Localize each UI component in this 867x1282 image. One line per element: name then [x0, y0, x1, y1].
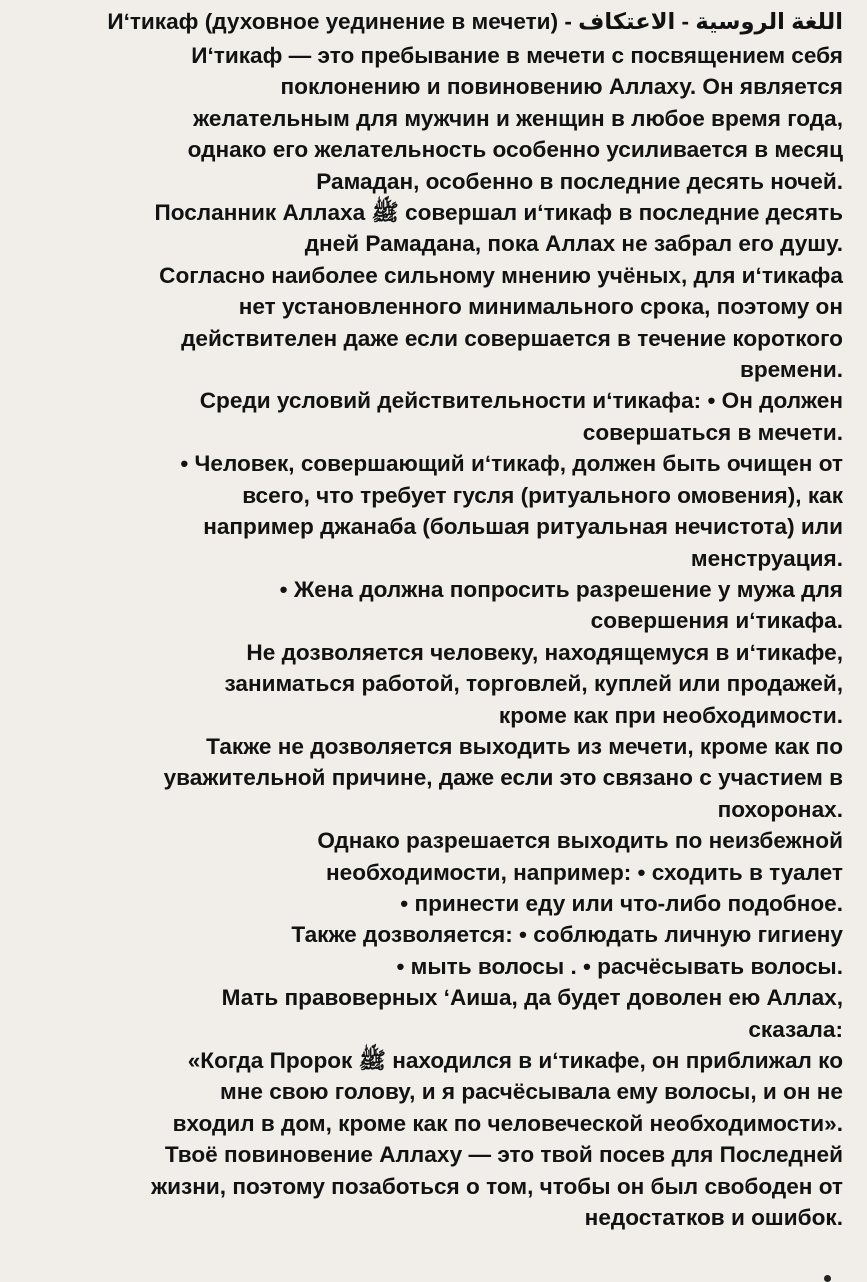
text-line: всего, что требует гусля (ритуального омовения), как	[242, 482, 843, 508]
text-line: сказала:	[748, 1016, 843, 1042]
text-line: • Жена должна попросить разрешение у мужа для	[279, 576, 843, 602]
text-line: • принести еду или что-либо подобное.	[400, 890, 843, 916]
text-line: желательным для мужчин и женщин в любое время года,	[193, 105, 843, 131]
paragraph	[30, 1139, 843, 1233]
paragraph	[30, 448, 843, 574]
text-line: мне свою голову, и я расчёсывала ему волосы, и он не	[220, 1079, 843, 1105]
text-line: Мать правоверных ʻАиша, да будет доволен ею Аллах,	[221, 985, 843, 1011]
paragraph	[30, 731, 843, 825]
text-line: Среди условий действительности иʻтикафа: • Он должен	[199, 388, 843, 414]
text-line: действителен даже если совершается в течение короткого	[181, 325, 843, 351]
text-line: поклонению и повиновению Аллаху. Он является	[280, 74, 843, 100]
text-line: нет установленного минимального срока, поэтому он	[238, 294, 843, 320]
paragraph	[30, 197, 843, 260]
text-line: • Человек, совершающий иʻтикаф, должен быть очищен от	[180, 451, 843, 477]
text-line: заниматься работой, торговлей, куплей или продажей,	[224, 671, 843, 697]
document-body	[30, 40, 843, 1233]
text-line: • мыть волосы . • расчёсывать волосы.	[396, 953, 843, 979]
paragraph	[30, 637, 843, 731]
paragraph	[30, 385, 843, 448]
text-line: уважительной причине, даже если это связано с участием в	[163, 765, 843, 791]
text-line: «Когда Пророк ﷺ находился в иʻтикафе, он приближал ко	[187, 1048, 843, 1073]
paragraph	[30, 40, 843, 197]
text-line: жизни, поэтому позаботься о том, чтобы он был свободен от	[151, 1173, 843, 1199]
text-line: времени.	[739, 357, 843, 383]
text-line: Иʻтикаф — это пребывание в мечети с посвящением себя	[191, 43, 843, 68]
text-line: Твоё повиновение Аллаху — это твой посев для Последней	[164, 1142, 843, 1168]
page-title: Иʻтикаф (духовное уединение в мечети) - اللغة الروسية - الاعتكاف	[107, 9, 843, 34]
text-line: кроме как при необходимости.	[498, 702, 843, 728]
text-line: совершаться в мечети.	[582, 419, 843, 445]
cropped-mark	[824, 1275, 831, 1282]
text-line: дней Рамадана, пока Аллах не забрал его душу.	[304, 231, 843, 257]
text-line: Согласно наиболее сильному мнению учёных, для иʻтикафа	[159, 262, 843, 288]
paragraph	[30, 982, 843, 1045]
text-line: например джанаба (большая ритуальная нечистота) или	[203, 514, 843, 540]
text-line: необходимости, например: • сходить в туалет	[325, 859, 843, 885]
paragraph	[30, 574, 843, 637]
text-line: Также дозволяется: • соблюдать личную гигиену	[291, 922, 843, 948]
text-line: Однако разрешается выходить по неизбежной	[317, 828, 843, 854]
paragraph	[30, 260, 843, 386]
text-line: совершения иʻтикафа.	[590, 608, 843, 634]
text-line: менструация.	[690, 545, 843, 571]
text-line: входил в дом, кроме как по человеческой необходимости».	[172, 1110, 843, 1136]
text-line: однако его желательность особенно усиливается в месяц	[187, 137, 843, 163]
text-line: Рамадан, особенно в последние десять ночей.	[316, 168, 843, 194]
text-line: Не дозволяется человеку, находящемуся в иʻтикафе,	[246, 639, 843, 665]
text-line: похоронах.	[717, 796, 843, 822]
text-line: Посланник Аллаха ﷺ совершал иʻтикаф в последние десять	[154, 200, 843, 226]
paragraph	[30, 825, 843, 919]
text-line: Также не дозволяется выходить из мечети, кроме как по	[206, 733, 843, 759]
paragraph	[30, 1045, 843, 1139]
paragraph	[30, 919, 843, 982]
text-line: недостатков и ошибок.	[584, 1205, 843, 1231]
